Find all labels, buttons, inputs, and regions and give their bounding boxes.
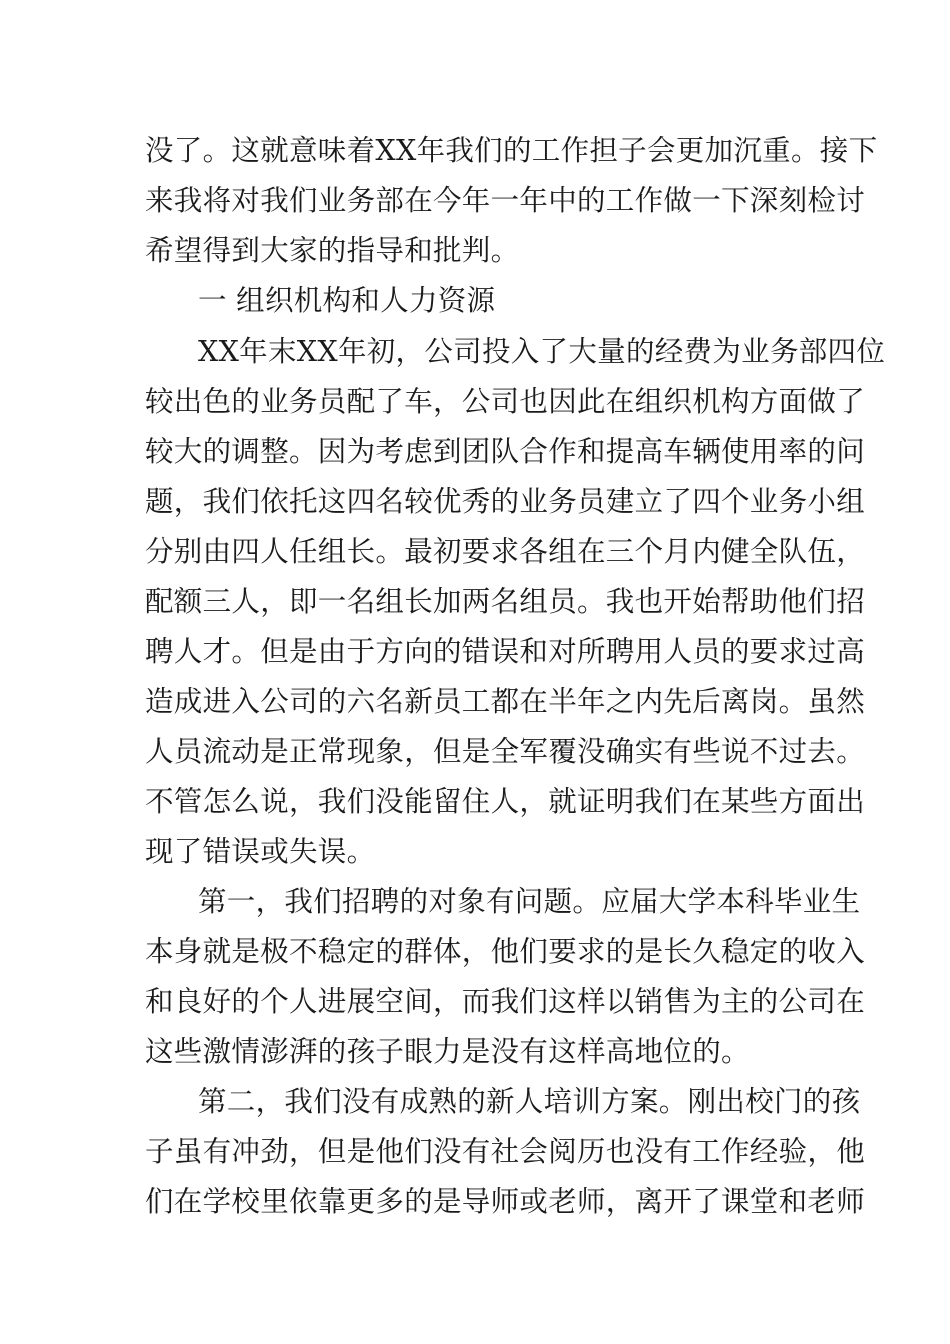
text-line: XX年末XX年初，公司投入了大量的经费为业务部四位 — [198, 335, 886, 368]
text-line: 较出色的业务员配了车，公司也因此在组织机构方面做了 — [145, 385, 866, 418]
text-line: 配额三人，即一名组长加两名组员。我也开始帮助他们招 — [145, 585, 866, 618]
text-line: 聘人才。但是由于方向的错误和对所聘用人员的要求过高 — [145, 635, 866, 668]
text-line: 分别由四人任组长。最初要求各组在三个月内健全队伍， — [145, 535, 866, 568]
text-line: 现了错误或失误。 — [145, 835, 376, 868]
text-line: 这些激情澎湃的孩子眼力是没有这样高地位的。 — [145, 1035, 750, 1068]
section-heading: 一 组织机构和人力资源 — [198, 284, 496, 317]
text-line: 子虽有冲劲，但是他们没有社会阅历也没有工作经验，他 — [145, 1135, 866, 1168]
text-line: 们在学校里依靠更多的是导师或老师，离开了课堂和老师 — [145, 1185, 866, 1218]
text-line: 人员流动是正常现象，但是全军覆没确实有些说不过去。 — [145, 735, 866, 768]
text-line: 本身就是极不稳定的群体，他们要求的是长久稳定的收入 — [145, 935, 866, 968]
text-line: 希望得到大家的指导和批判。 — [145, 234, 520, 267]
text-line: 和良好的个人进展空间，而我们这样以销售为主的公司在 — [145, 985, 866, 1018]
text-line: 来我将对我们业务部在今年一年中的工作做一下深刻检讨 — [145, 184, 866, 217]
text-line: 造成进入公司的六名新员工都在半年之内先后离岗。虽然 — [145, 685, 866, 718]
text-line: 第一，我们招聘的对象有问题。应届大学本科毕业生 — [198, 885, 861, 918]
text-line: 不管怎么说，我们没能留住人，就证明我们在某些方面出 — [145, 785, 866, 818]
text-line: 第二，我们没有成熟的新人培训方案。刚出校门的孩 — [198, 1085, 861, 1118]
text-line: 题，我们依托这四名较优秀的业务员建立了四个业务小组 — [145, 485, 866, 518]
text-line: 较大的调整。因为考虑到团队合作和提高车辆使用率的问 — [145, 435, 866, 468]
text-line: 没了。这就意味着XX年我们的工作担子会更加沉重。接下 — [145, 134, 878, 167]
